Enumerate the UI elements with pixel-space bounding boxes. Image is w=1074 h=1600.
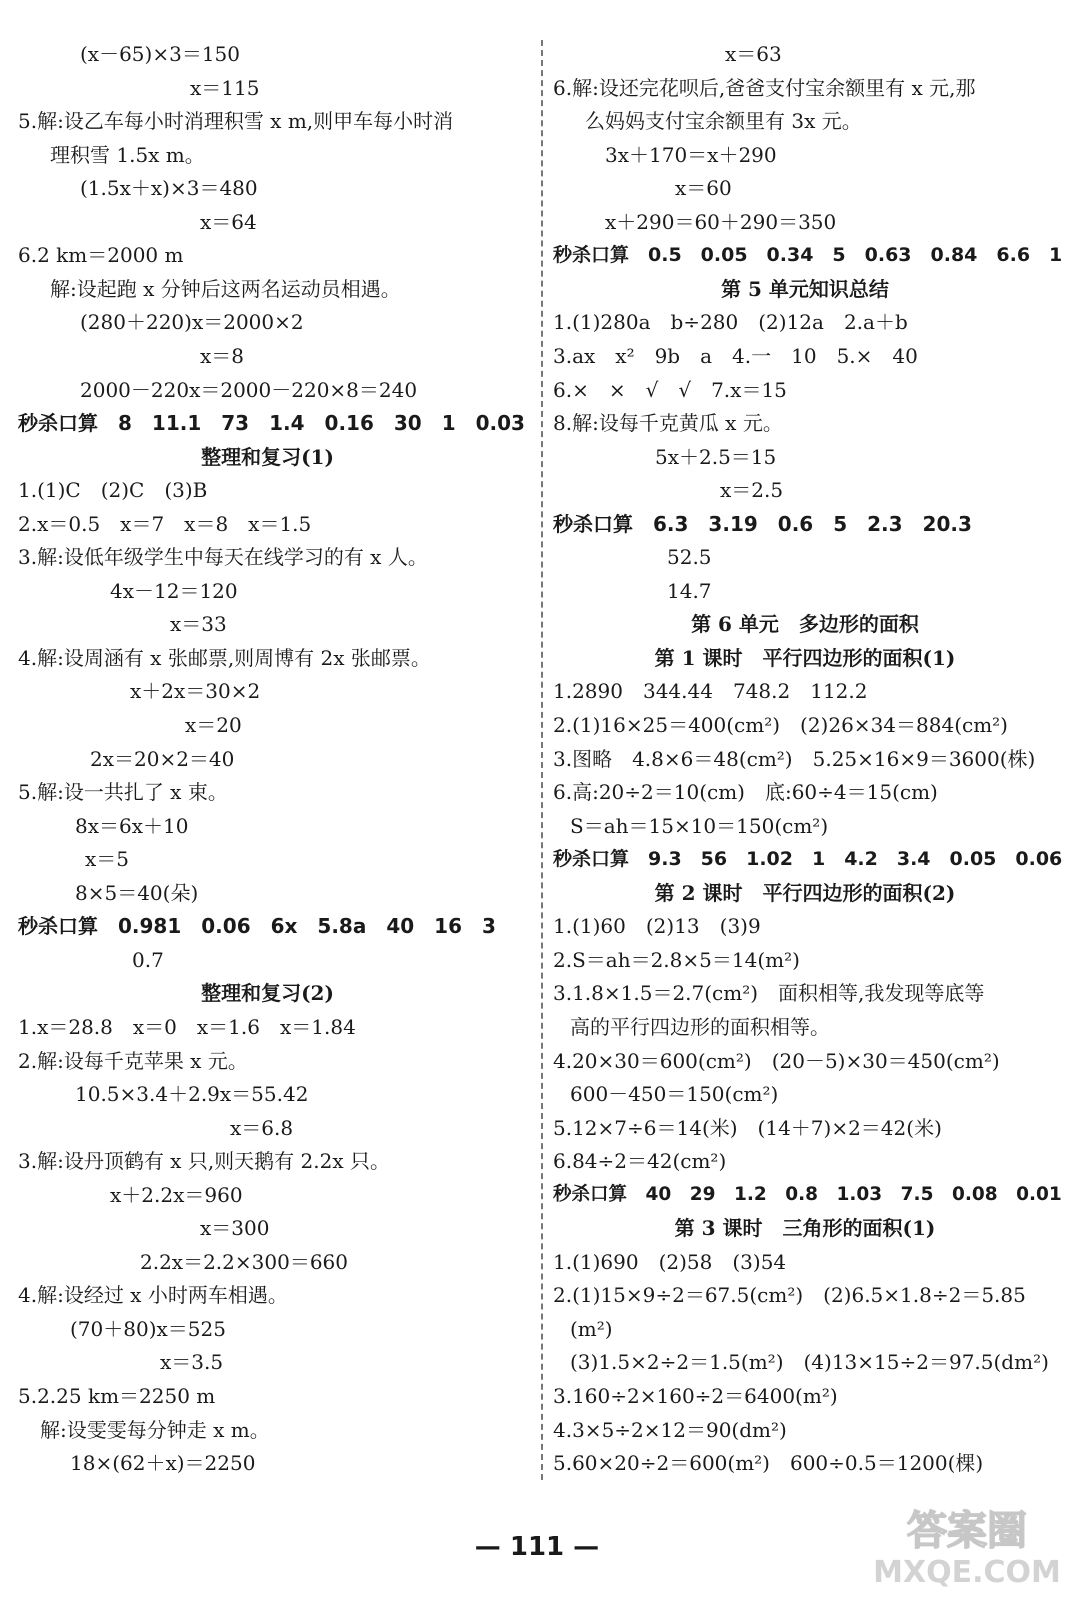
answer-line: 3.1.8×1.5＝2.7(cm²) 面积相等,我发现等底等: [553, 981, 985, 1006]
answer-line: 5.2.25 km＝2250 m: [18, 1384, 216, 1408]
answer-line: 2.(1)16×25＝400(cm²) (2)26×34＝884(cm²): [553, 713, 1008, 737]
answer-line: 1.(1)690 (2)58 (3)54: [553, 1249, 787, 1274]
answer-line: x＝20: [185, 713, 242, 737]
answer-line: 解:设雯雯每分钟走 x m。: [40, 1417, 270, 1442]
answer-line: x＋2x＝30×2: [130, 679, 261, 704]
answer-line: 理积雪 1.5x m。: [50, 142, 205, 167]
answer-line: x＝8: [200, 343, 245, 368]
answer-line: 么妈妈支付宝余额里有 3x 元。: [585, 109, 862, 134]
answer-line: x＝33: [170, 612, 227, 637]
answer-line: 高的平行四边形的面积相等。: [570, 1014, 830, 1039]
quick-calc-row: 秒杀口算 40 29 1.2 0.8 1.03 7.5 0.08 0.01: [553, 1183, 1062, 1205]
answer-line: 3.ax x² 9b a 4.一 10 5.× 40: [553, 343, 918, 368]
answer-line: 3.160÷2×160÷2＝6400(m²): [553, 1384, 838, 1408]
answer-line: 6.× × √ √ 7.x＝15: [553, 377, 787, 402]
answer-line: x＝60: [675, 176, 732, 201]
answer-line: 5.解:设一共扎了 x 束。: [18, 780, 228, 805]
section-heading: 第 2 课时 平行四边形的面积(2): [654, 880, 956, 905]
answer-line: 8x＝6x＋10: [75, 813, 189, 838]
answer-line: 600－450＝150(cm²): [570, 1082, 779, 1107]
answer-line: 3.解:设低年级学生中每天在线学习的有 x 人。: [18, 545, 428, 570]
answer-line: S＝ah＝15×10＝150(cm²): [570, 813, 829, 838]
answer-line: (x－65)×3＝150: [80, 42, 240, 66]
answer-line: x＝63: [725, 42, 782, 66]
answer-line: (m²): [570, 1316, 613, 1341]
answer-line: 2.解:设每千克苹果 x 元。: [18, 1048, 248, 1073]
answer-line: x＝3.5: [160, 1350, 224, 1375]
answer-line: 4x－12＝120: [110, 578, 238, 603]
answer-line: 3.解:设丹顶鹤有 x 只,则天鹅有 2.2x 只。: [18, 1149, 390, 1174]
answer-line: x＝2.5: [720, 478, 784, 503]
watermark-url: MXQE.COM: [873, 1555, 1061, 1590]
answer-line: 1.(1)C (2)C (3)B: [18, 478, 208, 503]
answer-line: (3)1.5×2÷2＝1.5(m²) (4)13×15÷2＝97.5(dm²): [570, 1350, 1049, 1375]
quick-calc-row: 秒杀口算 8 11.1 73 1.4 0.16 30 1 0.03: [18, 411, 525, 436]
answer-line: 5x＋2.5＝15: [655, 444, 777, 469]
section-heading: 第 5 单元知识总结: [721, 276, 889, 301]
answer-line: x＋290＝60＋290＝350: [605, 209, 837, 234]
answer-line: 3x＋170＝x＋290: [605, 142, 777, 167]
answer-line: 4.解:设经过 x 小时两车相遇。: [18, 1283, 288, 1308]
quick-calc-row: 秒杀口算 0.5 0.05 0.34 5 0.63 0.84 6.6 1: [553, 244, 1063, 267]
answer-line: x＋2.2x＝960: [110, 1182, 243, 1207]
answer-line: x＝6.8: [230, 1115, 294, 1140]
answer-line: 6.高:20÷2＝10(cm) 底:60÷4＝15(cm): [553, 780, 938, 805]
answer-line: 2.x＝0.5 x＝7 x＝8 x＝1.5: [18, 511, 312, 536]
answer-line: 2.2x＝2.2×300＝660: [140, 1249, 348, 1274]
answer-line: x＝300: [200, 1216, 270, 1241]
watermark-logo: [872, 1496, 1062, 1592]
answer-line: 1.x＝28.8 x＝0 x＝1.6 x＝1.84: [18, 1014, 356, 1039]
page-number: — 111 —: [474, 1532, 600, 1562]
section-heading: 第 6 单元 多边形的面积: [691, 612, 919, 637]
column-divider: [541, 40, 543, 1480]
section-heading: 第 3 课时 三角形的面积(1): [674, 1216, 936, 1241]
answer-line: (1.5x＋x)×3＝480: [80, 176, 258, 201]
answer-line: 6.2 km＝2000 m: [18, 243, 184, 268]
quick-calc-row: 秒杀口算 0.981 0.06 6x 5.8a 40 16 3: [18, 914, 496, 939]
section-heading: 整理和复习(1): [201, 444, 334, 469]
answer-line: 解:设起跑 x 分钟后这两名运动员相遇。: [50, 276, 401, 301]
quick-calc-row: 秒杀口算 6.3 3.19 0.6 5 2.3 20.3: [553, 511, 972, 536]
answer-line: x＝5: [85, 847, 130, 872]
answer-line: 4.3×5÷2×12＝90(dm²): [553, 1417, 787, 1442]
answer-line: 52.5: [667, 545, 712, 570]
answer-line: 5.12×7÷6＝14(米) (14＋7)×2＝42(米): [553, 1115, 942, 1140]
answer-line: 8.解:设每千克黄瓜 x 元。: [553, 411, 783, 436]
answer-line: 1.(1)60 (2)13 (3)9: [553, 914, 761, 939]
section-heading: 整理和复习(2): [201, 981, 334, 1006]
answer-line: 2x＝20×2＝40: [90, 746, 235, 771]
answer-line: 8×5＝40(朵): [75, 880, 199, 905]
answer-line: x＝115: [190, 75, 260, 100]
answer-line: 2.S＝ah＝2.8×5＝14(m²): [553, 947, 800, 972]
section-heading: 第 1 课时 平行四边形的面积(1): [654, 645, 956, 670]
answer-line: 0.7: [132, 947, 164, 972]
answer-line: 2.(1)15×9÷2＝67.5(cm²) (2)6.5×1.8÷2＝5.85: [553, 1283, 1026, 1308]
answer-line: 18×(62＋x)＝2250: [70, 1451, 256, 1476]
answer-line: 6.解:设还完花呗后,爸爸支付宝余额里有 x 元,那: [553, 75, 976, 100]
answer-line: (280＋220)x＝2000×2: [80, 310, 304, 335]
answer-line: 6.84÷2＝42(cm²): [553, 1149, 727, 1174]
answer-line: 10.5×3.4＋2.9x＝55.42: [75, 1082, 309, 1107]
answer-line: 3.图略 4.8×6＝48(cm²) 5.25×16×9＝3600(株): [553, 746, 1036, 771]
answer-line: 14.7: [667, 578, 712, 603]
answer-line: 1.(1)280a b÷280 (2)12a 2.a＋b: [553, 310, 908, 335]
watermark-text: 答案圈: [907, 1508, 1027, 1554]
quick-calc-row: 秒杀口算 9.3 56 1.02 1 4.2 3.4 0.05 0.06: [553, 848, 1063, 871]
answer-line: x＝64: [200, 209, 257, 234]
answer-line: 4.解:设周涵有 x 张邮票,则周博有 2x 张邮票。: [18, 645, 431, 670]
answer-line: 2000－220x＝2000－220×8＝240: [80, 377, 418, 402]
answer-line: 1.2890 344.44 748.2 112.2: [553, 679, 868, 704]
answer-line: (70＋80)x＝525: [70, 1316, 226, 1341]
answer-line: 5.60×20÷2＝600(m²) 600÷0.5＝1200(棵): [553, 1451, 984, 1476]
answer-line: 5.解:设乙车每小时消理积雪 x m,则甲车每小时消: [18, 109, 454, 134]
answer-line: 4.20×30＝600(cm²) (20－5)×30＝450(cm²): [553, 1048, 1000, 1073]
